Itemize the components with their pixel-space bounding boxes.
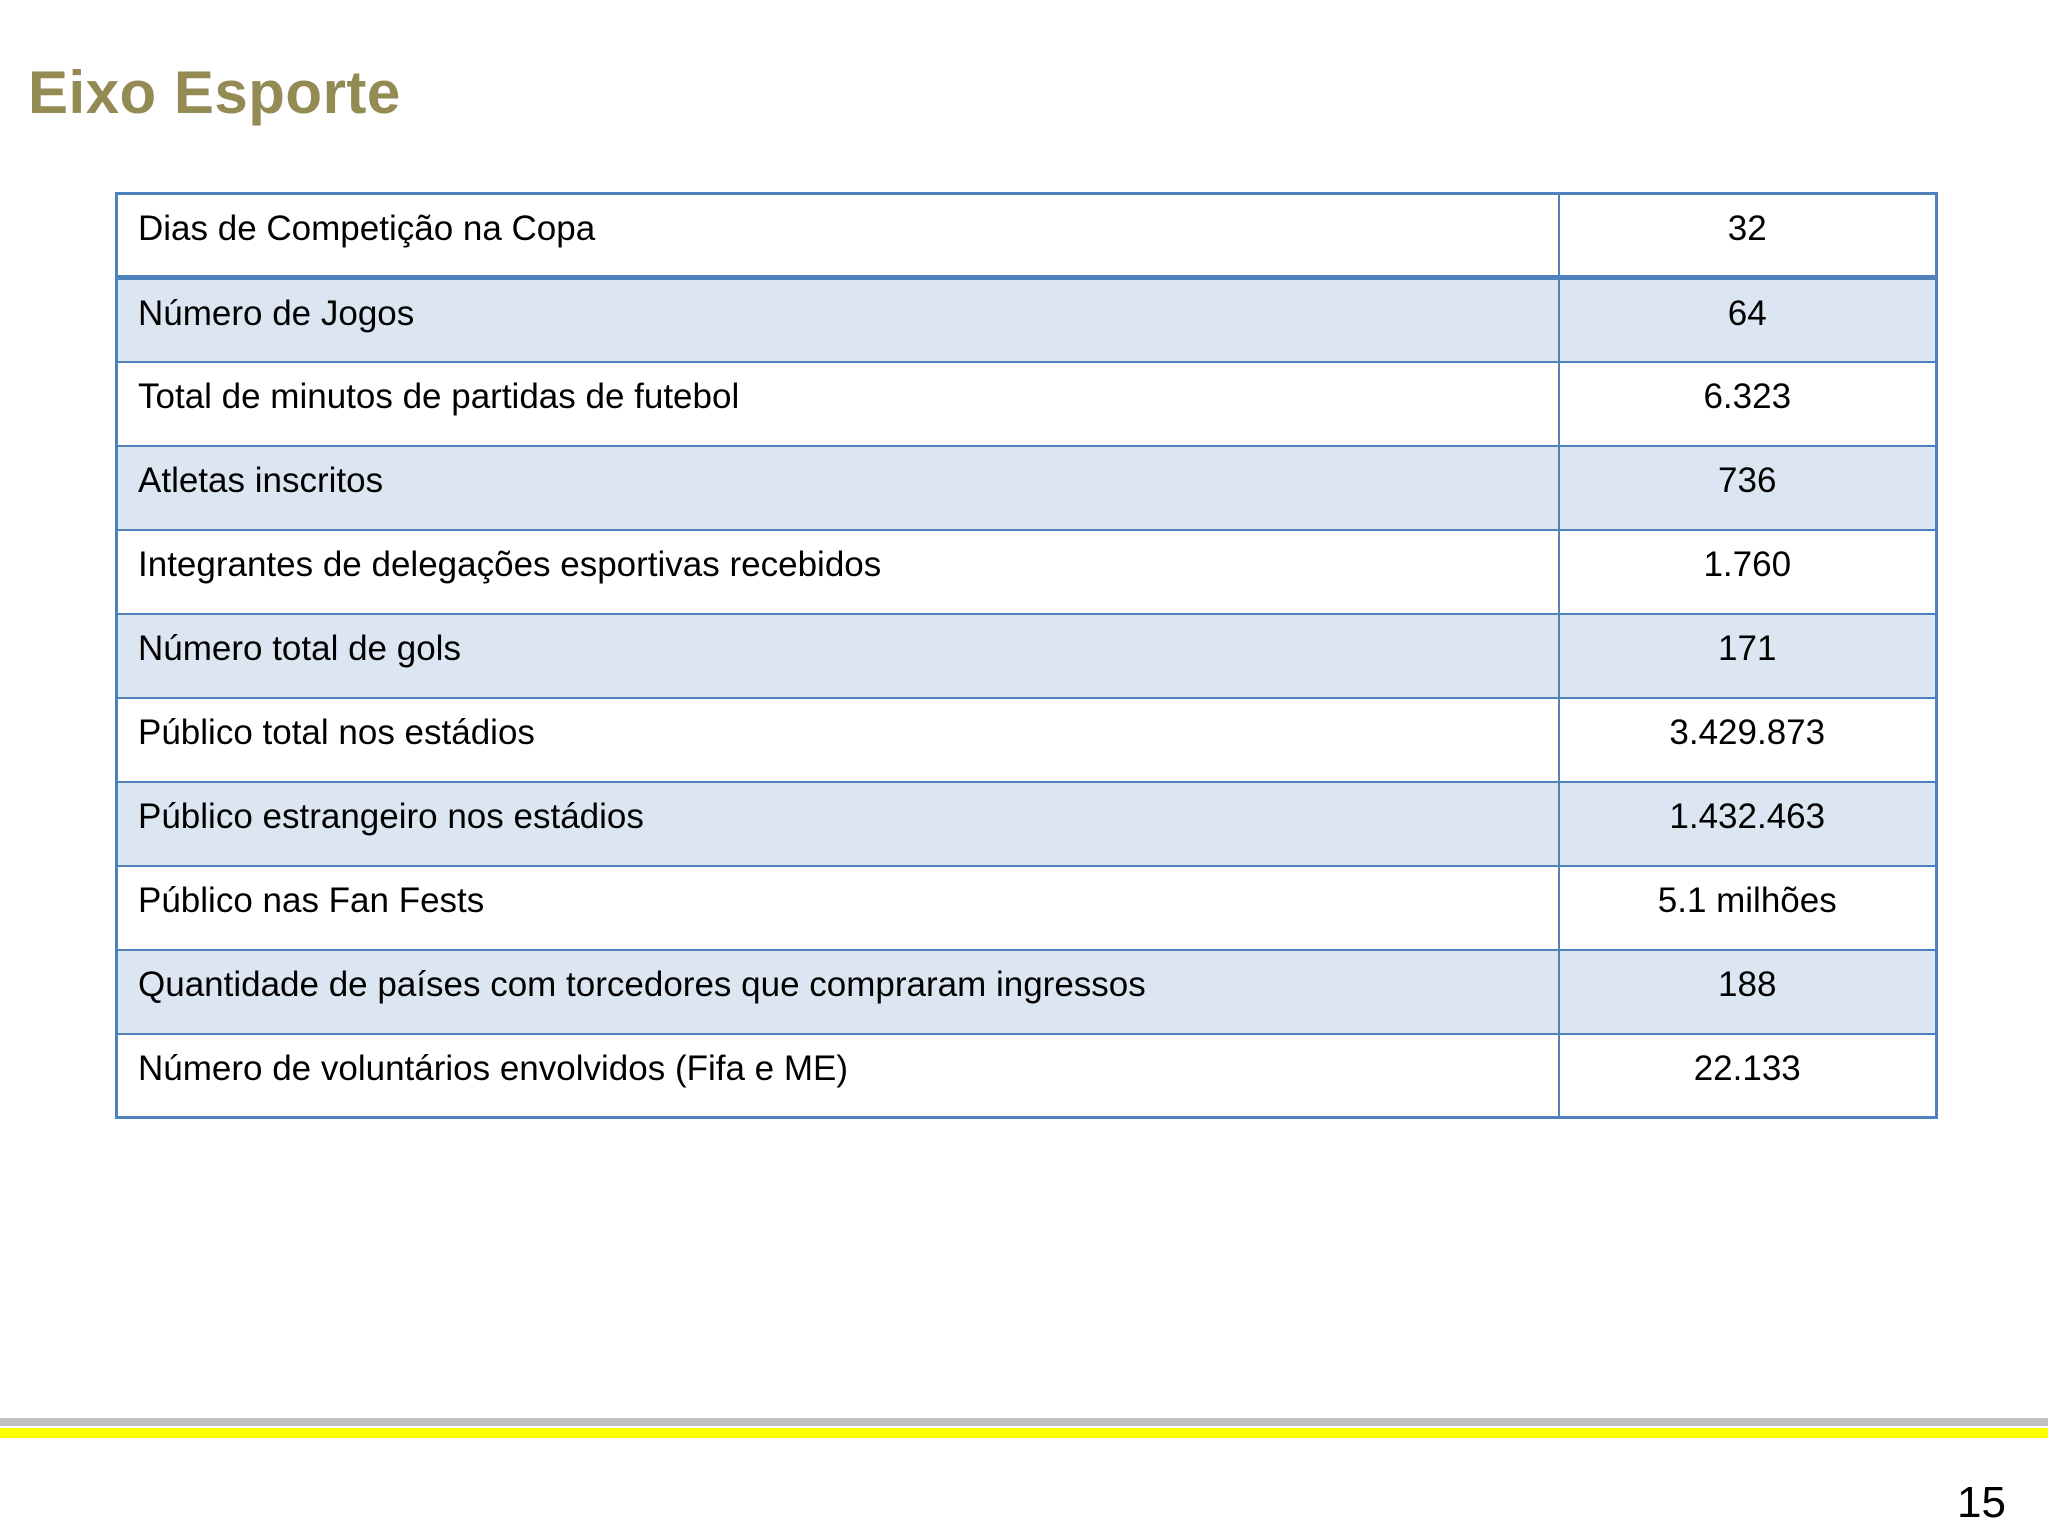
table-row: [117, 950, 1937, 1034]
row-label: Público total nos estádios: [117, 698, 1559, 782]
row-label: Número de Jogos: [117, 278, 1559, 362]
row-label: Total de minutos de partidas de futebol: [117, 362, 1559, 446]
table-row: [117, 782, 1937, 866]
table-row: [117, 698, 1937, 782]
row-value: 32: [1559, 194, 1937, 278]
row-label: Dias de Competição na Copa: [117, 194, 1559, 278]
row-value: 6.323: [1559, 362, 1937, 446]
page-number: 15: [1957, 1478, 2006, 1527]
footer-rule-yellow: [0, 1428, 2048, 1438]
slide-title: Eixo Esporte: [28, 59, 401, 126]
footer-rule-gray: [0, 1418, 2048, 1426]
row-label: Número total de gols: [117, 614, 1559, 698]
row-value: 736: [1559, 446, 1937, 530]
table-row: [117, 614, 1937, 698]
row-value: 1.760: [1559, 530, 1937, 614]
row-label: Atletas inscritos: [117, 446, 1559, 530]
row-value: 64: [1559, 278, 1937, 362]
row-label: Público nas Fan Fests: [117, 866, 1559, 950]
table-row: [117, 866, 1937, 950]
table-row: [117, 1034, 1937, 1118]
row-value: 1.432.463: [1559, 782, 1937, 866]
row-value: 188: [1559, 950, 1937, 1034]
table-row: [117, 446, 1937, 530]
table-row: [117, 194, 1937, 278]
row-label: Integrantes de delegações esportivas recebidos: [117, 530, 1559, 614]
row-label: Número de voluntários envolvidos (Fifa e ME): [117, 1034, 1559, 1118]
row-value: 3.429.873: [1559, 698, 1937, 782]
row-label: Quantidade de países com torcedores que compraram ingressos: [117, 950, 1559, 1034]
stats-table: [115, 192, 1938, 1119]
row-value: 5.1 milhões: [1559, 866, 1937, 950]
table-row: [117, 278, 1937, 362]
row-value: 22.133: [1559, 1034, 1937, 1118]
row-value: 171: [1559, 614, 1937, 698]
table-row: [117, 362, 1937, 446]
table-row: [117, 530, 1937, 614]
row-label: Público estrangeiro nos estádios: [117, 782, 1559, 866]
